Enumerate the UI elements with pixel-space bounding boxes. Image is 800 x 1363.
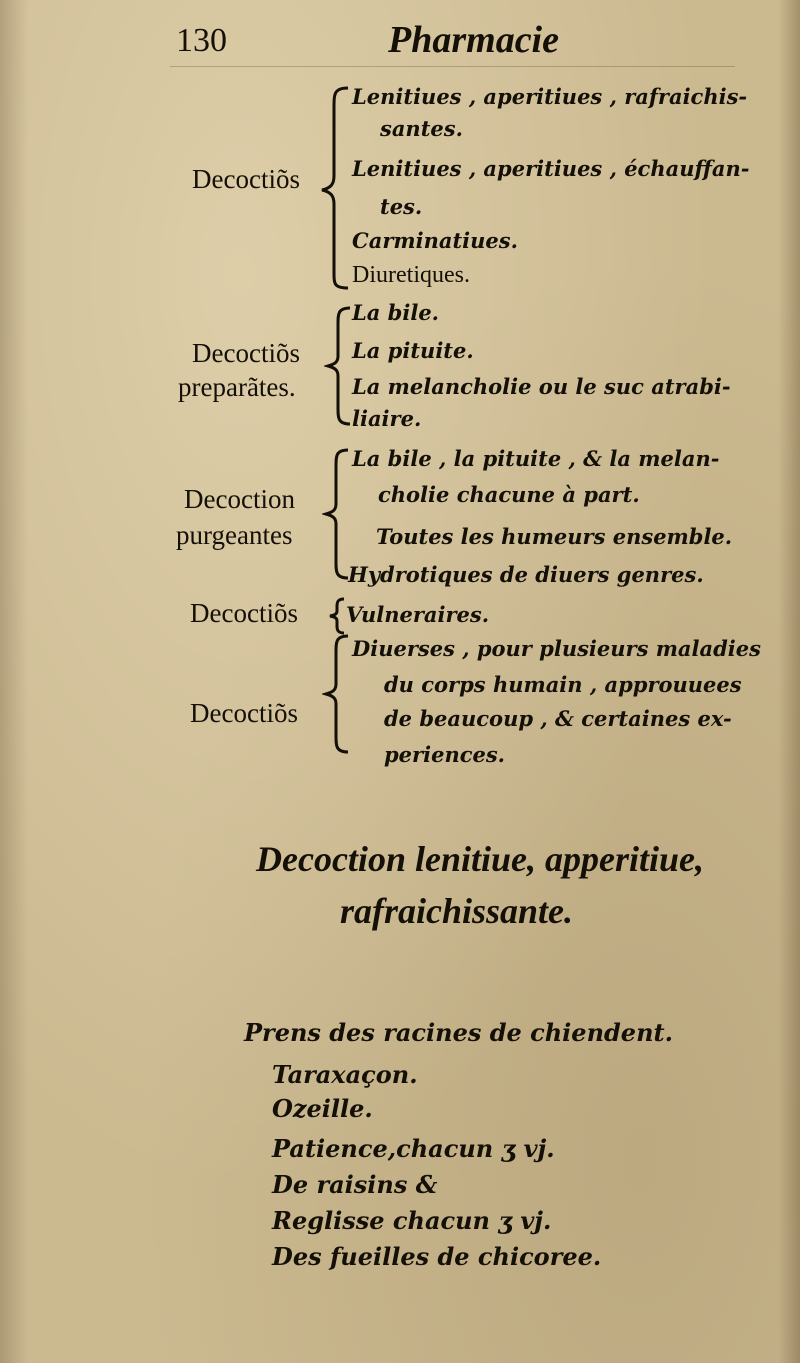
page-number: 130 [176, 22, 227, 59]
recipe-line-6: Reglisse chacun ʒ vj. [272, 1206, 552, 1235]
group-1-label: Decoctiõs [192, 164, 300, 194]
group-3-line-2: cholie chacune à part. [378, 482, 640, 507]
recipe-line-7: Des fueilles de chicoree. [272, 1242, 602, 1271]
group-5-brace [322, 632, 352, 756]
group-3-line-4: Hydrotiques de diuers genres. [348, 562, 704, 587]
running-title: Pharmacie [388, 19, 559, 61]
group-1-line-2: santes. [380, 116, 463, 141]
group-2-line-3: La melancholie ou le suc atrabi- [352, 374, 731, 399]
section-heading-line-1: Decoction lenitiue, apperitiue, [256, 839, 704, 879]
section-heading-line-2: rafraichissante. [340, 891, 574, 931]
group-1-line-4: tes. [380, 194, 423, 219]
group-3-line-1: La bile , la pituite , & la melan- [352, 446, 720, 471]
group-2-line-4: liaire. [352, 406, 422, 431]
recipe-line-2: Taraxaçon. [272, 1060, 418, 1089]
group-2-line-2: La pituite. [352, 338, 474, 363]
group-5-line-3: de beaucoup , & certaines ex- [384, 706, 732, 731]
group-5-line-2: du corps humain , approuuees [384, 672, 742, 697]
page-shadow-left [0, 0, 28, 1363]
group-3-label-line-2: purgeantes [176, 520, 293, 550]
group-3-label-line-1: Decoction [184, 484, 295, 514]
group-2-label-line-2: preparãtes. [178, 372, 296, 402]
recipe-line-1: Prens des racines de chiendent. [244, 1018, 673, 1047]
group-4-label: Decoctiõs [190, 598, 298, 628]
group-2-line-1: La bile. [352, 300, 439, 325]
group-1-line-6: Diuretiques. [352, 262, 470, 288]
group-3-line-3: Toutes les humeurs ensemble. [376, 524, 733, 549]
group-1-line-5: Carminatiues. [352, 228, 518, 253]
group-4-line-1: Vulneraires. [346, 602, 490, 627]
group-4-brace [326, 596, 348, 636]
group-5-line-1: Diuerses , pour plusieurs maladies [352, 636, 761, 661]
recipe-line-4: Patience,chacun ʒ vj. [272, 1134, 555, 1163]
group-1-line-1: Lenitiues , aperitiues , rafraichis- [352, 84, 748, 109]
recipe-line-5: De raisins & [272, 1170, 438, 1199]
header-rule [170, 66, 735, 67]
group-1-line-3: Lenitiues , aperitiues , échauffan- [352, 156, 750, 181]
group-2-label-line-1: Decoctiõs [192, 338, 300, 368]
group-5-line-4: periences. [384, 742, 505, 767]
page-shadow-right [778, 0, 800, 1363]
recipe-line-3: Ozeille. [272, 1094, 373, 1123]
group-5-label: Decoctiõs [190, 698, 298, 728]
group-2-brace [324, 304, 354, 428]
group-1-brace [318, 84, 352, 292]
